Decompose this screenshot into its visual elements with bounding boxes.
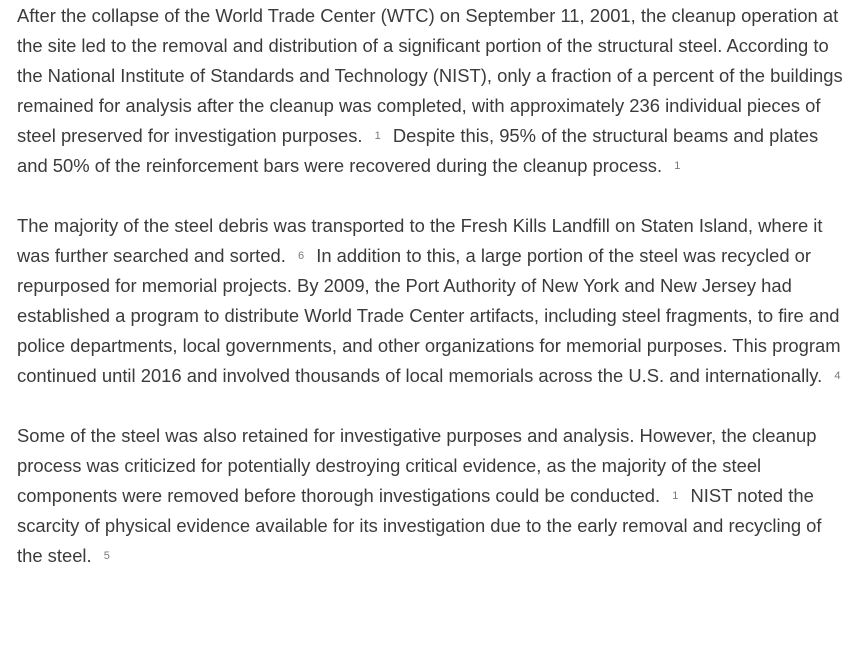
paragraph-text: Despite this, 95% of the structural beams and plates and 50% of the reinforcement bars were recovered during the cleanup process.	[17, 125, 819, 176]
paragraph	[17, 421, 852, 571]
citation-link[interactable]: 1	[672, 490, 679, 502]
paragraph-text: In addition to this, a large portion of the steel was recycled or repurposed for memorial projects. By 2009, the Port Authority of New York and New Jersey had established a program to distribute World Trade Center artifacts, including steel fragments, to fire and police departments, local governments, and other organizations for memorial purposes. This program continued until 2016 and involved thousands of local memorials across the U.S. and internationally.	[17, 245, 841, 386]
citation-link[interactable]: 1	[374, 130, 381, 142]
paragraph-text: Some of the steel was also retained for investigative purposes and analysis. However, the cleanup process was criticized for potentially destroying critical evidence, as the majority of the steel components were removed before thorough investigations could be conducted.	[17, 425, 817, 506]
citation-link[interactable]: 5	[103, 550, 110, 562]
citation-link[interactable]: 6	[297, 250, 305, 262]
paragraph-text: After the collapse of the World Trade Center (WTC) on September 11, 2001, the cleanup operation at the site led to the removal and distribution of a significant portion of the structural steel. According to the National Institute of Standards and Technology (NIST), only a fraction of a percent of the buildings remained for analysis after the cleanup was completed, with approximately 236 individual pieces of steel preserved for investigation purposes.	[17, 5, 843, 146]
paragraph-text: NIST noted the scarcity of physical evidence available for its investigation due to the early removal and recycling of the steel.	[17, 485, 822, 566]
paragraph	[17, 1, 852, 181]
citation-link[interactable]: 1	[674, 160, 681, 172]
paragraph	[17, 211, 852, 391]
citation-link[interactable]: 4	[834, 370, 841, 382]
paragraph-text: The majority of the steel debris was transported to the Fresh Kills Landfill on Staten Island, where it was further searched and sorted.	[17, 215, 823, 266]
